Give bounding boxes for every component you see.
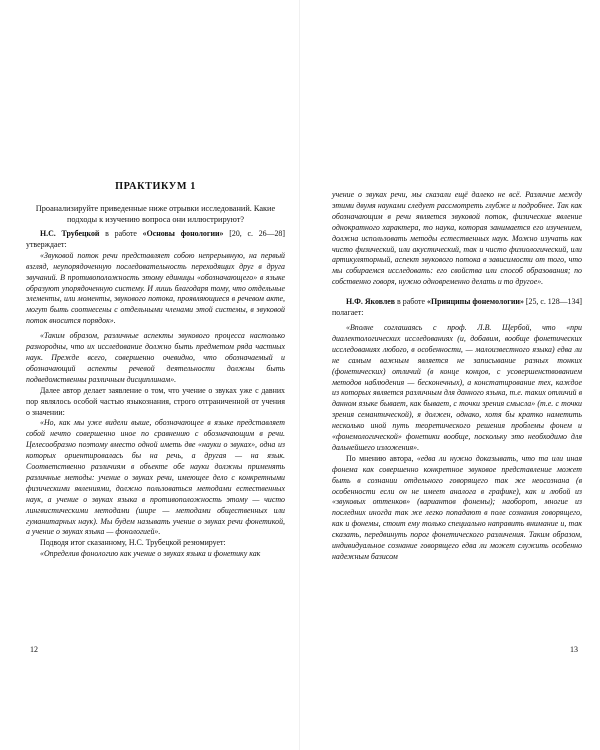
text-fragment: [20, с. 26—28] утверждает: [26, 229, 285, 249]
right-page-text [332, 190, 582, 563]
text-fragment: [25, с. 128—134] полагает: [332, 297, 582, 318]
citation-intro-yakovlev [332, 297, 582, 319]
body-paragraph: Подводя итог сказанному, Н.С. Трубецкой резюмирует: [40, 538, 226, 548]
section-heading: ПРАКТИКУМ 1 [115, 181, 196, 192]
text-fragment: в работе [395, 297, 427, 307]
body-paragraph: Далее автор делает заявление о том, что учение о звуках уже с давних пор являлось особой частью языкознания, строго отграниченной от учения о значении: [26, 385, 285, 417]
right-page [300, 0, 600, 750]
quote-paragraph: «Вполне соглашаясь с проф. Л.В. Щербой, что «при диалектологических исследованиях (и, добавим, вообще фонетических исследованиях любого, в особенности, — малоизвестного языка) едва ли не самым важным является не записывание разных тонких (фонетических) отличий (в конце концов, с усовершенствованием методов наблюдения — бесконечных), а констатирование тех, каждое из которых является различным для данного языка, т.е. таких отличий в данном языке бывает, как бывает, с точки зрения смысла» (т.е. с точки зрения семантической), я должен, однако, хотя бы кратко наметить несколько иной путь теоретического решения проблемы фонем и «фонемологической» фонетики вообще, поскольку это необходимо для дальнейшего изложения». [332, 322, 582, 452]
page-number: 12 [30, 645, 38, 654]
citation-intro-trubetskoy [26, 229, 285, 251]
work-title: «Основы фонологии» [142, 229, 224, 238]
quote-paragraph: «Звуковой поток речи представляет собою непрерывную, на первый взгляд, неупорядоченную последовательность переходящих друг в друга звучаний. В противоположность этому единицы «обозначающего» в языке образуют упорядоченную систему. И лишь благодаря тому, что отдельные элементы, или моменты, звукового потока, проявляющиеся в речевом акте, могут быть соотнесены с отдельными членами этой системы, в звуковой поток вносится порядок». [26, 250, 285, 326]
body-paragraph [332, 454, 582, 563]
page-number: 13 [570, 645, 578, 654]
quote-paragraph: «Таким образом, различные аспекты звукового процесса настолько разнородны, что их исследование должно быть предметом ряда частных наук. Прежде всего, совершенно очевидно, что обозначаемый и обозначающий аспекты речевой деятельности должны быть подведомственны различным дисциплинам». [26, 331, 285, 384]
author-name: Н.Ф. Яковлев [346, 297, 396, 307]
quote-inline: «едва ли нужно доказывать, что та или иная фонема как совершенно конкретное звуковое представление может быть в сознании отдельного говорящего так же неосознана (в особенности если он не имеет аналога в графике), как и любой из «звуковых оттенков» (вариантов фонемы); наоборот, многие из последних иногда так же легко попадают в поле сознания говорящего, как и фонемы, стоит ему только специально направить внимание и, так сказать, передвинуть порог фонетического различения. Таким образом, индивидуальное сознание говорящего едва ли может служить особенно надежным базисом [332, 453, 582, 561]
quote-paragraph: «Определив фонологию как учение о звуках языка и фонетику как [40, 549, 261, 559]
text-fragment: в работе [99, 229, 143, 238]
quote-paragraph: «Но, как мы уже видели выше, обозначающее в языке представляет собой нечто совершенно иное по сравнению с обозначающим в речи. Целесообразно поэтому вместо одной иметь две «науки о звуках», одна из которых ориентировалась бы на речь, а другая — на язык. Соответственно различиям в объекте обе науки должны применять различные методы: учение о звуках речи, имеющее дело с конкретными физическими явлениями, должно пользоваться методами естественных наук, а учение о звуках языка в противоположность этому — чисто лингвистическими методами (шире — методами общественных или гуманитарных наук). Мы будем называть учение о звуках речи фонетикой, а учение о звуках языка — фонологией». [26, 418, 285, 537]
left-page-text [26, 203, 285, 560]
quote-continuation: учение о звуках речи, мы сказали ещё далеко не всё. Различие между этими двумя науками следует рассмотреть глубже и подробнее. Так как обозначающим в речи является звуковой поток, физические явление однократного характера, то наука, которая занимается его изучением, должна использовать методы естественных наук. Можно изучать как чисто физический, или акустический, так и чисто физиологический, или артикуляторный, аспект звукового потока в зависимости от того, что мы собираемся исследовать: его свойства или способ образования; по собственно говоря, нужно одновременно делать и то другое». [332, 190, 582, 287]
author-name: Н.С. Трубецкой [40, 229, 100, 238]
work-title: «Принципы фонемологии» [427, 297, 524, 307]
task-intro: Проанализируйте приведенные ниже отрывки исследований. Какие подходы к изучению вопроса они иллюстрируют? [35, 204, 276, 224]
text-fragment: По мнению автора, [346, 453, 414, 463]
